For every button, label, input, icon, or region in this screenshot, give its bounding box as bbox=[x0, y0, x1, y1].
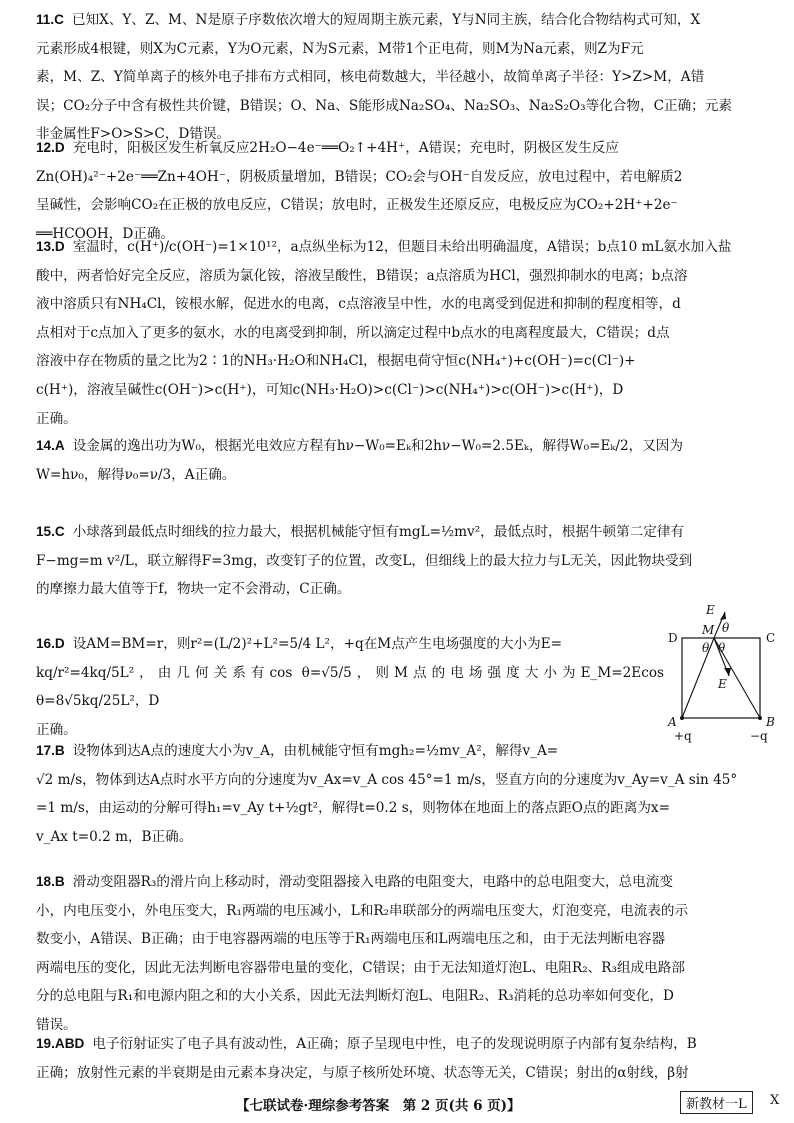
text-line: 电子衍射证实了电子具有波动性，A正确；原子呈现电中性，电子的发现说明原子内部有复杂结构，B bbox=[92, 1036, 697, 1052]
answer-number: 11.C bbox=[36, 12, 64, 27]
label-theta-left: θ bbox=[702, 641, 710, 655]
text-line: =1 m/s，由运动的分解可得h₁=v_Ay t+½gt²，解得t=0.2 s，则物体在地面上的落点距O点的距离为x= bbox=[36, 800, 670, 817]
text-line: √2 m/s，物体到达A点时水平方向的分速度为v_Ax=v_A cos 45°=1 m/s，竖直方向的分速度为v_Ay=v_A sin 45° bbox=[36, 771, 738, 788]
label-c: C bbox=[766, 631, 776, 645]
answer-18 bbox=[36, 868, 784, 1040]
text-line: ══HCOOH，D正确。 bbox=[36, 225, 175, 242]
text-line: 正确。 bbox=[36, 410, 77, 427]
text-line: 充电时，阳极区发生析氧反应2H₂O−4e⁻══O₂↑+4H⁺，A错误；充电时，阴极区发生反应 bbox=[72, 140, 619, 156]
footer-tail: X bbox=[770, 1093, 780, 1108]
answer-13 bbox=[36, 233, 784, 433]
text-line: 滑动变阻器R₃的滑片向上移动时，滑动变阻器接入电路的电阻变大，电路中的总电阻变大，总电流变 bbox=[72, 874, 673, 890]
text-line: 点相对于c点加入了更多的氨水，水的电离受到抑制，所以滴定过程中b点水的电离程度最大，C错误；d点 bbox=[36, 324, 670, 341]
text-line: c(H⁺)，溶液呈碱性c(OH⁻)>c(H⁺)，可知c(NH₃·H₂O)>c(Cl⁻)>c(NH₄⁺)>c(OH⁻)>c(H⁺)，D bbox=[36, 381, 624, 398]
label-e-bottom: E bbox=[718, 677, 727, 691]
text-line: 溶液中存在物质的量之比为2∶1的NH₃·H₂O和NH₄Cl，根据电荷守恒c(NH₄⁺)+c(OH⁻)=c(Cl⁻)+ bbox=[36, 353, 636, 370]
text-line: 误；CO₂分子中含有极性共价键，B错误；O、Na、S能形成Na₂SO₄、Na₂SO₃、Na₂S₂O₃等化合物，C正确；元素 bbox=[36, 97, 732, 114]
text-line: kq/r²=4kq/5L²，由几何关系有cos θ=√5/5，则M点的电场强度大小为E_M=2Ecos θ=8√5kq/25L²，D bbox=[36, 664, 664, 710]
text-line: 液中溶质只有NH₄Cl，铵根水解，促进水的电离，c点溶液呈中性，水的电离受到促进和抑制的程度相等，d bbox=[36, 296, 681, 313]
text-line: 设金属的逸出功为W₀，根据光电效应方程有hν−W₀=Eₖ和2hν−W₀=2.5Eₖ，解得W₀=Eₖ/2，又因为 bbox=[72, 438, 683, 454]
answer-number: 13.D bbox=[36, 239, 65, 254]
answer-number: 12.D bbox=[36, 140, 65, 155]
electric-field-diagram bbox=[662, 603, 790, 744]
answer-number: 15.C bbox=[36, 524, 65, 539]
text-line: F−mg=m v²/L，联立解得F=3mg，改变钉子的位置，改变L，但细线上的最大拉力与L无关，因此物块受到 bbox=[36, 552, 693, 569]
charge-b bbox=[758, 716, 762, 720]
answer-17 bbox=[36, 737, 784, 851]
charge-a bbox=[680, 716, 684, 720]
text-line: 呈碱性，会影响CO₂在正极的放电反应，C错误；放电时，正极发生还原反应，电极反应为CO₂+2H⁺+2e⁻ bbox=[36, 197, 678, 214]
arrowhead-down bbox=[724, 668, 731, 676]
answer-number: 14.A bbox=[36, 438, 65, 453]
text-line: 素，M、Z、Y简单离子的核外电子排布方式相同，核电荷数越大，半径越小，故简单离子半径：Y>Z>M，A错 bbox=[36, 69, 705, 86]
arrowhead-up bbox=[720, 612, 726, 620]
answer-number: 17.B bbox=[36, 743, 65, 758]
label-m: M bbox=[702, 623, 715, 637]
answer-14 bbox=[36, 432, 784, 489]
text-line: 已知X、Y、Z、M、N是原子序数依次增大的短周期主族元素，Y与N同主族，结合化合物结构式可知，X bbox=[71, 12, 701, 28]
text-line: v_Ax t=0.2 m，B正确。 bbox=[36, 828, 193, 845]
page-footer bbox=[0, 1090, 794, 1116]
answer-16 bbox=[36, 630, 664, 744]
answer-12 bbox=[36, 134, 784, 248]
edition-badge: 新教材一L bbox=[680, 1091, 753, 1114]
label-theta-right: θ bbox=[718, 641, 726, 655]
text-line: 元素形成4根键，则X为C元素，Y为O元素，N为S元素，M带1个正电荷，则M为Na元素，则Z为F元 bbox=[36, 40, 644, 57]
label-theta-top: θ bbox=[722, 621, 730, 635]
footer-title: 【七联试卷·理综参考答案 第 2 页(共 6 页)】 bbox=[236, 1098, 521, 1114]
label-plus-q: +q bbox=[674, 729, 692, 743]
label-a: A bbox=[668, 715, 677, 729]
text-line: Zn(OH)₄²⁻+2e⁻══Zn+4OH⁻，阴极质量增加，B错误；CO₂会与OH⁻自发反应，放电过程中，若电解质2 bbox=[36, 168, 683, 185]
label-minus-q: −q bbox=[750, 729, 768, 743]
text-line: W=hν₀，解得ν₀=ν/3，A正确。 bbox=[36, 466, 236, 483]
label-e-top: E bbox=[706, 603, 715, 617]
label-d: D bbox=[668, 631, 678, 645]
answer-15 bbox=[36, 518, 784, 604]
answer-number: 19.ABD bbox=[36, 1036, 85, 1051]
answer-11 bbox=[36, 6, 784, 149]
text-line: 正确。 bbox=[36, 721, 77, 738]
text-line: 非金属性F>O>S>C，D错误。 bbox=[36, 126, 231, 143]
text-line: 酸中，两者恰好完全反应，溶质为氯化铵，溶液呈酸性，B错误；a点溶质为HCl，强烈抑制水的电离；b点溶 bbox=[36, 267, 688, 284]
text-line: 室温时，c(H⁺)/c(OH⁻)=1×10¹²，a点纵坐标为12，但题目未给出明确温度，A错误；b点10 mL氨水加入盐 bbox=[72, 239, 732, 255]
text-line: 设物体到达A点的速度大小为v_A，由机械能守恒有mgh₂=½mv_A²，解得v_A= bbox=[72, 743, 559, 759]
label-b: B bbox=[766, 715, 775, 729]
text-line: 小，内电压变小，外电压变大，R₁两端的电压减小，L和R₂串联部分的两端电压变大，灯泡变亮，电流表的示 bbox=[36, 902, 689, 919]
text-line: 小球落到最低点时细线的拉力最大，根据机械能守恒有mgL=½mv²，最低点时，根据牛顿第二定律有 bbox=[72, 524, 685, 540]
text-line: 数变小，A错误、B正确；由于电容器两端的电压等于R₁两端电压和L两端电压之和，由于无法判断电容器 bbox=[36, 931, 666, 948]
text-line: 两端电压的变化，因此无法判断电容器带电量的变化，C错误；由于无法知道灯泡L、电阻R₂、R₃组成电路部 bbox=[36, 959, 685, 976]
text-line: 的摩擦力最大值等于f，物块一定不会滑动，C正确。 bbox=[36, 581, 351, 598]
answer-19 bbox=[36, 1030, 784, 1087]
text-line: 分的总电阻与R₁和电源内阻之和的大小关系，因此无法判断灯泡L、电阻R₂、R₃消耗的总功率如何变化，D bbox=[36, 988, 674, 1005]
answer-number: 18.B bbox=[36, 874, 65, 889]
text-line: 设AM=BM=r，则r²=(L/2)²+L²=5/4 L²，+q在M点产生电场强度的大小为E= bbox=[72, 636, 563, 652]
text-line: 错误。 bbox=[36, 1016, 77, 1033]
answer-number: 16.D bbox=[36, 636, 65, 651]
text-line: 正确；放射性元素的半衰期是由元素本身决定，与原子核所处环境、状态等无关，C错误；射出的α射线，β射 bbox=[36, 1064, 689, 1081]
